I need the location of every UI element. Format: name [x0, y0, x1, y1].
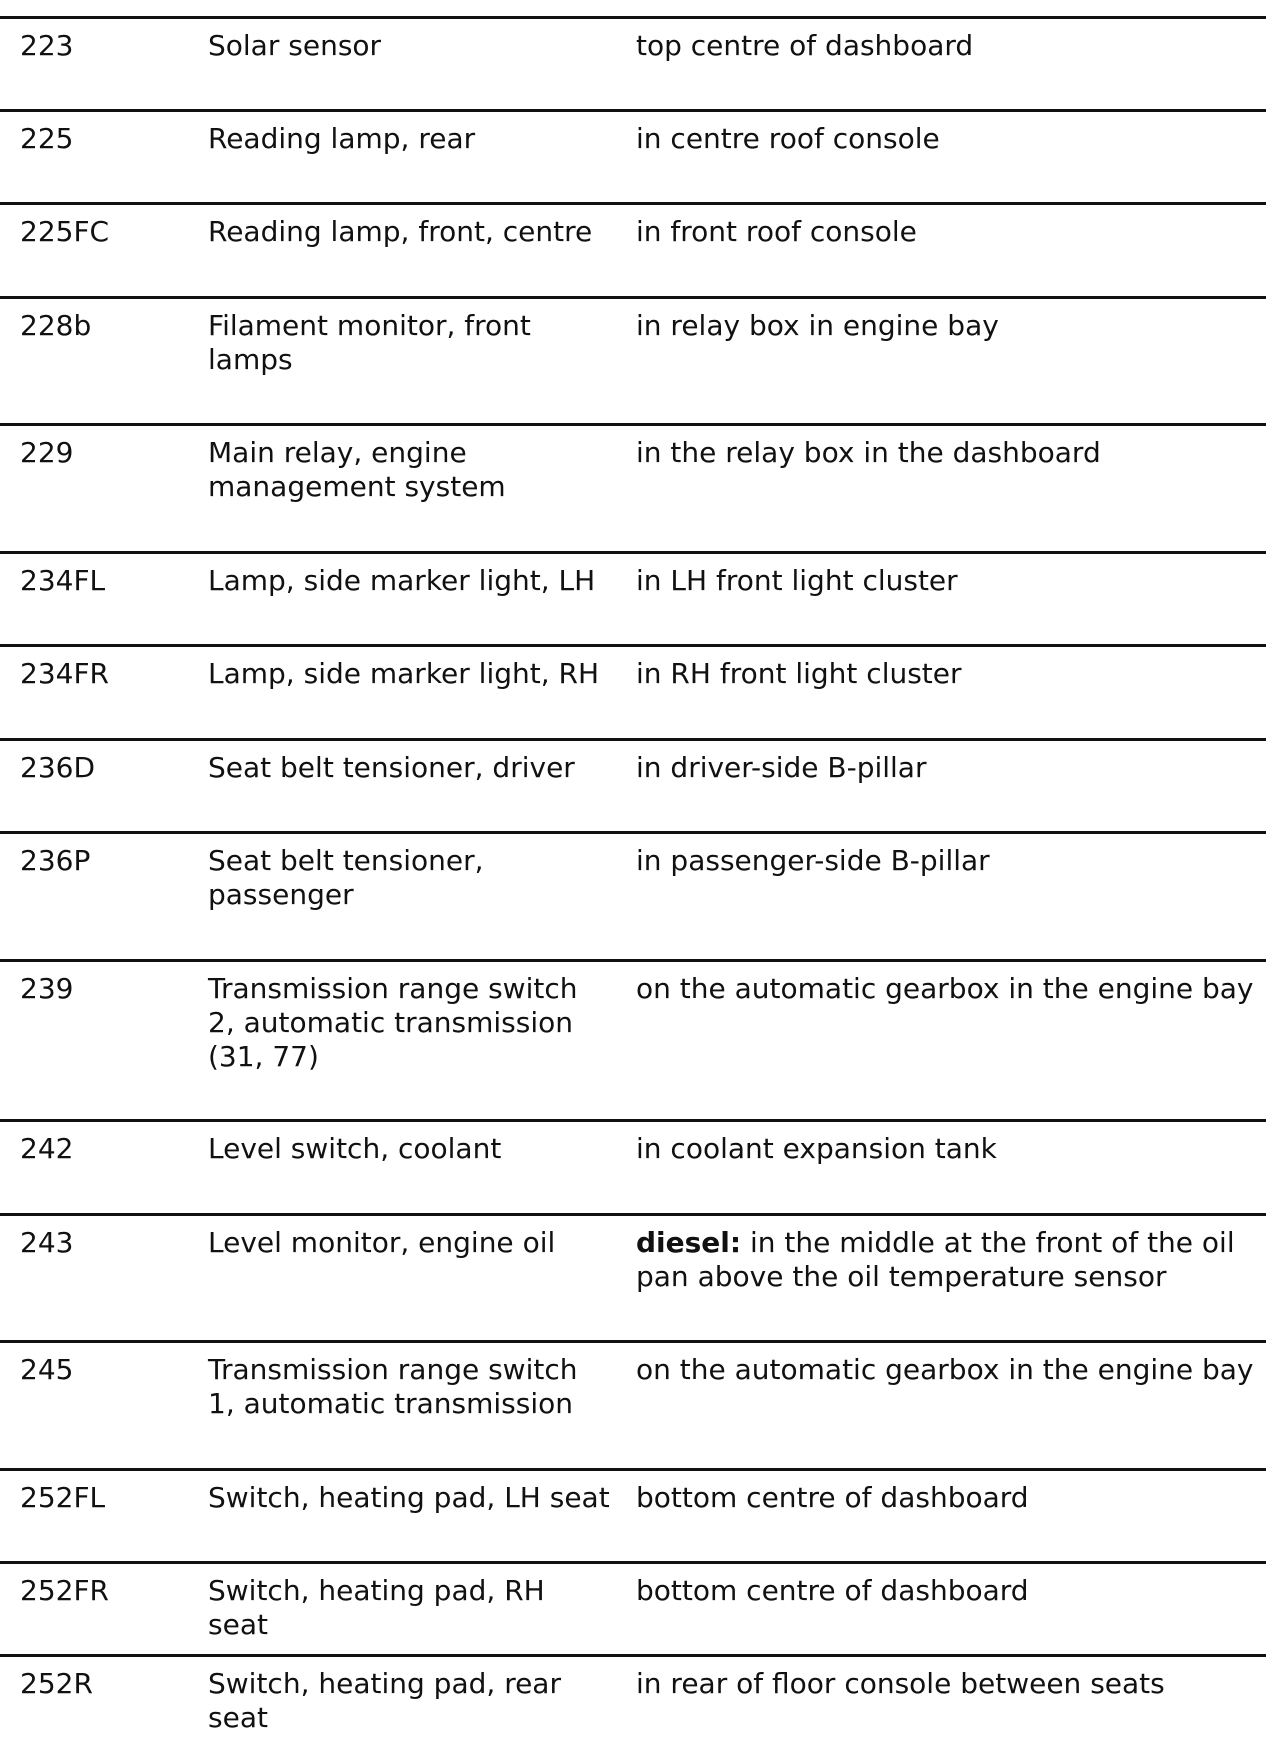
location-text: bottom centre of dashboard [636, 1574, 1029, 1607]
part-number: 242 [20, 1132, 74, 1165]
part-number: 245 [20, 1353, 74, 1386]
part-description: Main relay, engine management system [208, 436, 506, 503]
table-row [0, 1468, 1266, 1561]
part-location [614, 1574, 1266, 1654]
table-row [0, 551, 1266, 644]
part-number: 236P [20, 844, 91, 877]
part-description: Seat belt tensioner, driver [208, 751, 575, 784]
location-text: in LH front light cluster [636, 564, 958, 597]
part-location [614, 1481, 1266, 1561]
part-location [614, 29, 1266, 109]
part-location [614, 657, 1266, 738]
part-location [614, 1132, 1266, 1213]
location-text: top centre of dashboard [636, 29, 974, 62]
part-number: 234FL [20, 564, 106, 597]
table-row [0, 1561, 1266, 1654]
location-text: bottom centre of dashboard [636, 1481, 1029, 1514]
part-description: Reading lamp, front, centre [208, 215, 593, 248]
part-number: 225 [20, 122, 74, 155]
table-row [0, 959, 1266, 1119]
component-location-table [0, 16, 1266, 1752]
location-prefix: diesel: [636, 1226, 742, 1259]
part-number: 236D [20, 751, 96, 784]
location-text: in the relay box in the dashboard [636, 436, 1101, 469]
part-number: 252FL [20, 1481, 106, 1514]
table-row [0, 1213, 1266, 1340]
table-row [0, 1340, 1266, 1468]
location-text: in front roof console [636, 215, 917, 248]
part-number: 229 [20, 436, 74, 469]
table-row [0, 1654, 1266, 1752]
part-description: Filament monitor, front lamps [208, 309, 531, 376]
table-row [0, 109, 1266, 202]
part-location [614, 564, 1266, 644]
part-number: 228b [20, 309, 92, 342]
part-description: Switch, heating pad, RH seat [208, 1574, 545, 1641]
part-location [614, 1226, 1266, 1340]
location-text: on the automatic gearbox in the engine bay [636, 972, 1254, 1005]
part-description: Lamp, side marker light, LH [208, 564, 596, 597]
part-location [614, 215, 1266, 296]
part-description: Reading lamp, rear [208, 122, 476, 155]
location-text: in centre roof console [636, 122, 940, 155]
part-number: 252FR [20, 1574, 110, 1607]
part-number: 225FC [20, 215, 110, 248]
location-text: in coolant expansion tank [636, 1132, 997, 1165]
part-location [614, 1353, 1266, 1468]
part-number: 252R [20, 1667, 93, 1700]
part-description: Transmission range switch 1, automatic transmission [208, 1353, 578, 1420]
part-number: 243 [20, 1226, 74, 1259]
part-location [614, 309, 1266, 423]
part-description: Switch, heating pad, LH seat [208, 1481, 610, 1514]
table-row [0, 738, 1266, 831]
part-location [614, 1667, 1266, 1752]
location-text: on the automatic gearbox in the engine bay [636, 1353, 1254, 1386]
part-location [614, 436, 1266, 551]
location-text: in relay box in engine bay [636, 309, 999, 342]
part-description: Level switch, coolant [208, 1132, 502, 1165]
table-row [0, 423, 1266, 551]
table-row [0, 831, 1266, 959]
part-location [614, 972, 1266, 1119]
part-number: 239 [20, 972, 74, 1005]
location-text: in the middle at the front of the oil pan above the oil temperature sensor [636, 1226, 1235, 1293]
part-number: 234FR [20, 657, 110, 690]
part-description: Switch, heating pad, rear seat [208, 1667, 561, 1734]
part-description: Level monitor, engine oil [208, 1226, 556, 1259]
part-location [614, 751, 1266, 831]
table-row [0, 296, 1266, 423]
part-location [614, 122, 1266, 202]
location-text: in driver-side B-pillar [636, 751, 927, 784]
part-location [614, 844, 1266, 959]
part-description: Transmission range switch 2, automatic transmission (31, 77) [208, 972, 578, 1073]
table-row [0, 1119, 1266, 1213]
table-row [0, 644, 1266, 738]
table-row [0, 202, 1266, 296]
location-text: in RH front light cluster [636, 657, 962, 690]
part-description: Seat belt tensioner, passenger [208, 844, 484, 911]
part-number: 223 [20, 29, 74, 62]
location-text: in rear of floor console between seats [636, 1667, 1165, 1700]
location-text: in passenger-side B-pillar [636, 844, 990, 877]
table-row [0, 16, 1266, 109]
part-description: Solar sensor [208, 29, 382, 62]
part-description: Lamp, side marker light, RH [208, 657, 600, 690]
